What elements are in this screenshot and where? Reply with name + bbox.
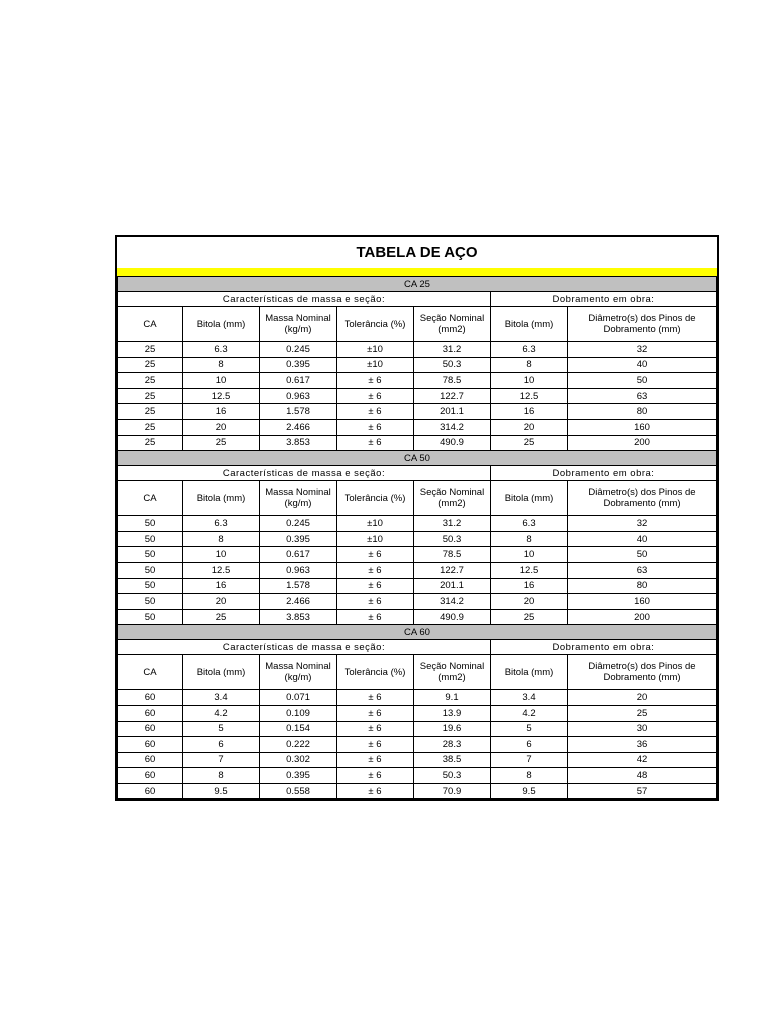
- group-label-bending: Dobramento em obra:: [491, 466, 717, 481]
- group-header-row: [118, 640, 717, 655]
- table-cell: 50: [118, 516, 183, 532]
- table-cell: ± 6: [337, 373, 414, 389]
- group-header-row: [118, 292, 717, 307]
- table-cell: 8: [183, 357, 260, 373]
- table-cell: 78.5: [414, 547, 491, 563]
- table-cell: 160: [568, 594, 717, 610]
- table-row: [118, 357, 717, 373]
- table-row: [118, 388, 717, 404]
- table-cell: 20: [183, 419, 260, 435]
- table-row: [118, 435, 717, 451]
- table-cell: 40: [568, 531, 717, 547]
- section-header-row: [118, 625, 717, 640]
- table-cell: 12.5: [491, 562, 568, 578]
- steel-table: [117, 276, 717, 799]
- table-row: [118, 783, 717, 799]
- table-cell: 50.3: [414, 531, 491, 547]
- group-label-mass-section: Características de massa e seção:: [118, 292, 491, 307]
- table-cell: 50: [118, 609, 183, 625]
- table-cell: 50: [118, 578, 183, 594]
- column-header: Bitola (mm): [183, 481, 260, 516]
- table-cell: ±10: [337, 516, 414, 532]
- table-cell: 0.222: [260, 737, 337, 753]
- column-header-row: [118, 307, 717, 342]
- table-cell: 50: [118, 547, 183, 563]
- table-cell: ±10: [337, 531, 414, 547]
- table-cell: 38.5: [414, 752, 491, 768]
- table-cell: 6.3: [183, 342, 260, 358]
- table-cell: 63: [568, 388, 717, 404]
- table-cell: ± 6: [337, 578, 414, 594]
- table-cell: 57: [568, 783, 717, 799]
- table-cell: 31.2: [414, 342, 491, 358]
- table-row: [118, 737, 717, 753]
- table-cell: 6: [183, 737, 260, 753]
- table-row: [118, 609, 717, 625]
- column-header: Tolerância (%): [337, 481, 414, 516]
- column-header: Tolerância (%): [337, 655, 414, 690]
- table-row: [118, 547, 717, 563]
- table-row: [118, 516, 717, 532]
- table-cell: 50: [568, 373, 717, 389]
- table-cell: ± 6: [337, 737, 414, 753]
- column-header: Seção Nominal (mm2): [414, 655, 491, 690]
- table-cell: 0.154: [260, 721, 337, 737]
- table-cell: 4.2: [491, 705, 568, 721]
- table-cell: 50.3: [414, 357, 491, 373]
- column-header: Bitola (mm): [183, 307, 260, 342]
- table-cell: 63: [568, 562, 717, 578]
- table-cell: 32: [568, 342, 717, 358]
- column-header: Bitola (mm): [491, 655, 568, 690]
- section-header-row: [118, 277, 717, 292]
- table-cell: 60: [118, 737, 183, 753]
- table-cell: 10: [491, 373, 568, 389]
- table-cell: 0.617: [260, 373, 337, 389]
- table-cell: 490.9: [414, 609, 491, 625]
- table-cell: 314.2: [414, 419, 491, 435]
- table-row: [118, 404, 717, 420]
- table-cell: 25: [568, 705, 717, 721]
- table-cell: 0.302: [260, 752, 337, 768]
- table-cell: 36: [568, 737, 717, 753]
- table-cell: 25: [491, 609, 568, 625]
- column-header: Diâmetro(s) dos Pinos de Dobramento (mm): [568, 655, 717, 690]
- table-row: [118, 373, 717, 389]
- table-cell: 13.9: [414, 705, 491, 721]
- table-cell: 8: [491, 768, 568, 784]
- table-cell: 201.1: [414, 578, 491, 594]
- table-cell: 0.617: [260, 547, 337, 563]
- table-cell: 0.395: [260, 357, 337, 373]
- table-cell: 490.9: [414, 435, 491, 451]
- table-row: [118, 594, 717, 610]
- table-cell: ± 6: [337, 594, 414, 610]
- table-cell: ± 6: [337, 783, 414, 799]
- table-cell: 16: [183, 404, 260, 420]
- table-cell: 6.3: [491, 342, 568, 358]
- table-cell: 12.5: [183, 562, 260, 578]
- table-cell: ± 6: [337, 562, 414, 578]
- section-header-row: [118, 451, 717, 466]
- table-cell: ± 6: [337, 609, 414, 625]
- table-row: [118, 562, 717, 578]
- table-cell: 60: [118, 721, 183, 737]
- table-cell: 122.7: [414, 388, 491, 404]
- table-cell: 6.3: [491, 516, 568, 532]
- table-cell: 8: [491, 357, 568, 373]
- table-cell: 12.5: [491, 388, 568, 404]
- table-cell: 1.578: [260, 578, 337, 594]
- steel-table-sheet: [115, 235, 719, 801]
- table-cell: 160: [568, 419, 717, 435]
- group-header-row: [118, 466, 717, 481]
- table-cell: 1.578: [260, 404, 337, 420]
- table-cell: 50.3: [414, 768, 491, 784]
- table-row: [118, 531, 717, 547]
- table-row: [118, 419, 717, 435]
- table-cell: 8: [183, 768, 260, 784]
- table-cell: 10: [183, 547, 260, 563]
- column-header: Seção Nominal (mm2): [414, 307, 491, 342]
- column-header: Tolerância (%): [337, 307, 414, 342]
- table-cell: 201.1: [414, 404, 491, 420]
- table-cell: ± 6: [337, 419, 414, 435]
- group-label-mass-section: Características de massa e seção:: [118, 640, 491, 655]
- table-cell: 16: [491, 404, 568, 420]
- table-cell: 32: [568, 516, 717, 532]
- table-cell: 60: [118, 783, 183, 799]
- table-cell: 12.5: [183, 388, 260, 404]
- table-cell: 50: [118, 594, 183, 610]
- table-cell: 19.6: [414, 721, 491, 737]
- table-cell: 2.466: [260, 594, 337, 610]
- table-cell: 20: [491, 419, 568, 435]
- table-body: [118, 277, 717, 799]
- table-cell: 8: [491, 531, 568, 547]
- table-row: [118, 705, 717, 721]
- table-cell: 3.4: [183, 690, 260, 706]
- column-header: Massa Nominal (kg/m): [260, 307, 337, 342]
- table-cell: 0.245: [260, 342, 337, 358]
- table-cell: 20: [491, 594, 568, 610]
- table-cell: 60: [118, 752, 183, 768]
- table-cell: ± 6: [337, 690, 414, 706]
- table-cell: 50: [118, 562, 183, 578]
- table-cell: 0.963: [260, 388, 337, 404]
- table-row: [118, 721, 717, 737]
- group-label-mass-section: Características de massa e seção:: [118, 466, 491, 481]
- table-cell: 50: [118, 531, 183, 547]
- table-cell: ± 6: [337, 404, 414, 420]
- table-cell: 25: [118, 404, 183, 420]
- table-cell: 0.071: [260, 690, 337, 706]
- table-cell: 7: [183, 752, 260, 768]
- table-cell: ± 6: [337, 547, 414, 563]
- column-header: CA: [118, 655, 183, 690]
- table-cell: 16: [491, 578, 568, 594]
- table-cell: 5: [491, 721, 568, 737]
- column-header: Bitola (mm): [491, 481, 568, 516]
- table-title: TABELA DE AÇO: [356, 244, 478, 261]
- table-cell: 25: [118, 388, 183, 404]
- table-cell: 0.963: [260, 562, 337, 578]
- table-cell: 10: [183, 373, 260, 389]
- table-cell: 42: [568, 752, 717, 768]
- table-cell: 25: [118, 373, 183, 389]
- table-cell: 3.853: [260, 609, 337, 625]
- table-cell: 9.5: [491, 783, 568, 799]
- table-cell: 25: [183, 435, 260, 451]
- table-cell: 200: [568, 435, 717, 451]
- table-cell: 70.9: [414, 783, 491, 799]
- table-cell: 4.2: [183, 705, 260, 721]
- column-header: Bitola (mm): [183, 655, 260, 690]
- table-cell: 0.558: [260, 783, 337, 799]
- table-cell: 40: [568, 357, 717, 373]
- table-cell: 25: [491, 435, 568, 451]
- table-cell: ±10: [337, 342, 414, 358]
- table-cell: 25: [183, 609, 260, 625]
- yellow-divider: [117, 268, 717, 276]
- table-cell: 9.5: [183, 783, 260, 799]
- table-cell: 7: [491, 752, 568, 768]
- table-cell: 31.2: [414, 516, 491, 532]
- table-cell: 25: [118, 357, 183, 373]
- table-cell: 30: [568, 721, 717, 737]
- table-cell: 5: [183, 721, 260, 737]
- table-row: [118, 752, 717, 768]
- section-title: CA 50: [118, 451, 717, 466]
- table-cell: ± 6: [337, 435, 414, 451]
- table-cell: 20: [568, 690, 717, 706]
- column-header: Seção Nominal (mm2): [414, 481, 491, 516]
- table-cell: ± 6: [337, 705, 414, 721]
- table-cell: 60: [118, 768, 183, 784]
- table-cell: 0.395: [260, 531, 337, 547]
- table-cell: 16: [183, 578, 260, 594]
- table-cell: 3.853: [260, 435, 337, 451]
- table-cell: 0.395: [260, 768, 337, 784]
- table-cell: 60: [118, 690, 183, 706]
- column-header-row: [118, 655, 717, 690]
- table-cell: 60: [118, 705, 183, 721]
- table-cell: 314.2: [414, 594, 491, 610]
- table-row: [118, 768, 717, 784]
- table-row: [118, 690, 717, 706]
- column-header: Massa Nominal (kg/m): [260, 481, 337, 516]
- table-cell: 80: [568, 404, 717, 420]
- table-cell: ±10: [337, 357, 414, 373]
- table-cell: ± 6: [337, 721, 414, 737]
- table-row: [118, 342, 717, 358]
- table-cell: 6: [491, 737, 568, 753]
- table-cell: 20: [183, 594, 260, 610]
- table-cell: 25: [118, 419, 183, 435]
- column-header: Bitola (mm): [491, 307, 568, 342]
- table-cell: ± 6: [337, 768, 414, 784]
- table-cell: 80: [568, 578, 717, 594]
- column-header-row: [118, 481, 717, 516]
- table-cell: 10: [491, 547, 568, 563]
- table-row: [118, 578, 717, 594]
- table-cell: 0.109: [260, 705, 337, 721]
- group-label-bending: Dobramento em obra:: [491, 640, 717, 655]
- table-cell: ± 6: [337, 752, 414, 768]
- table-cell: 48: [568, 768, 717, 784]
- table-cell: 8: [183, 531, 260, 547]
- table-cell: 50: [568, 547, 717, 563]
- column-header: CA: [118, 481, 183, 516]
- column-header: Massa Nominal (kg/m): [260, 655, 337, 690]
- table-cell: 200: [568, 609, 717, 625]
- table-cell: 25: [118, 435, 183, 451]
- table-cell: 2.466: [260, 419, 337, 435]
- table-cell: 3.4: [491, 690, 568, 706]
- table-cell: 9.1: [414, 690, 491, 706]
- table-cell: 6.3: [183, 516, 260, 532]
- column-header: Diâmetro(s) dos Pinos de Dobramento (mm): [568, 481, 717, 516]
- column-header: Diâmetro(s) dos Pinos de Dobramento (mm): [568, 307, 717, 342]
- table-cell: 0.245: [260, 516, 337, 532]
- section-title: CA 25: [118, 277, 717, 292]
- group-label-bending: Dobramento em obra:: [491, 292, 717, 307]
- table-cell: 25: [118, 342, 183, 358]
- column-header: CA: [118, 307, 183, 342]
- table-cell: 122.7: [414, 562, 491, 578]
- table-cell: 28.3: [414, 737, 491, 753]
- section-title: CA 60: [118, 625, 717, 640]
- table-cell: 78.5: [414, 373, 491, 389]
- table-cell: ± 6: [337, 388, 414, 404]
